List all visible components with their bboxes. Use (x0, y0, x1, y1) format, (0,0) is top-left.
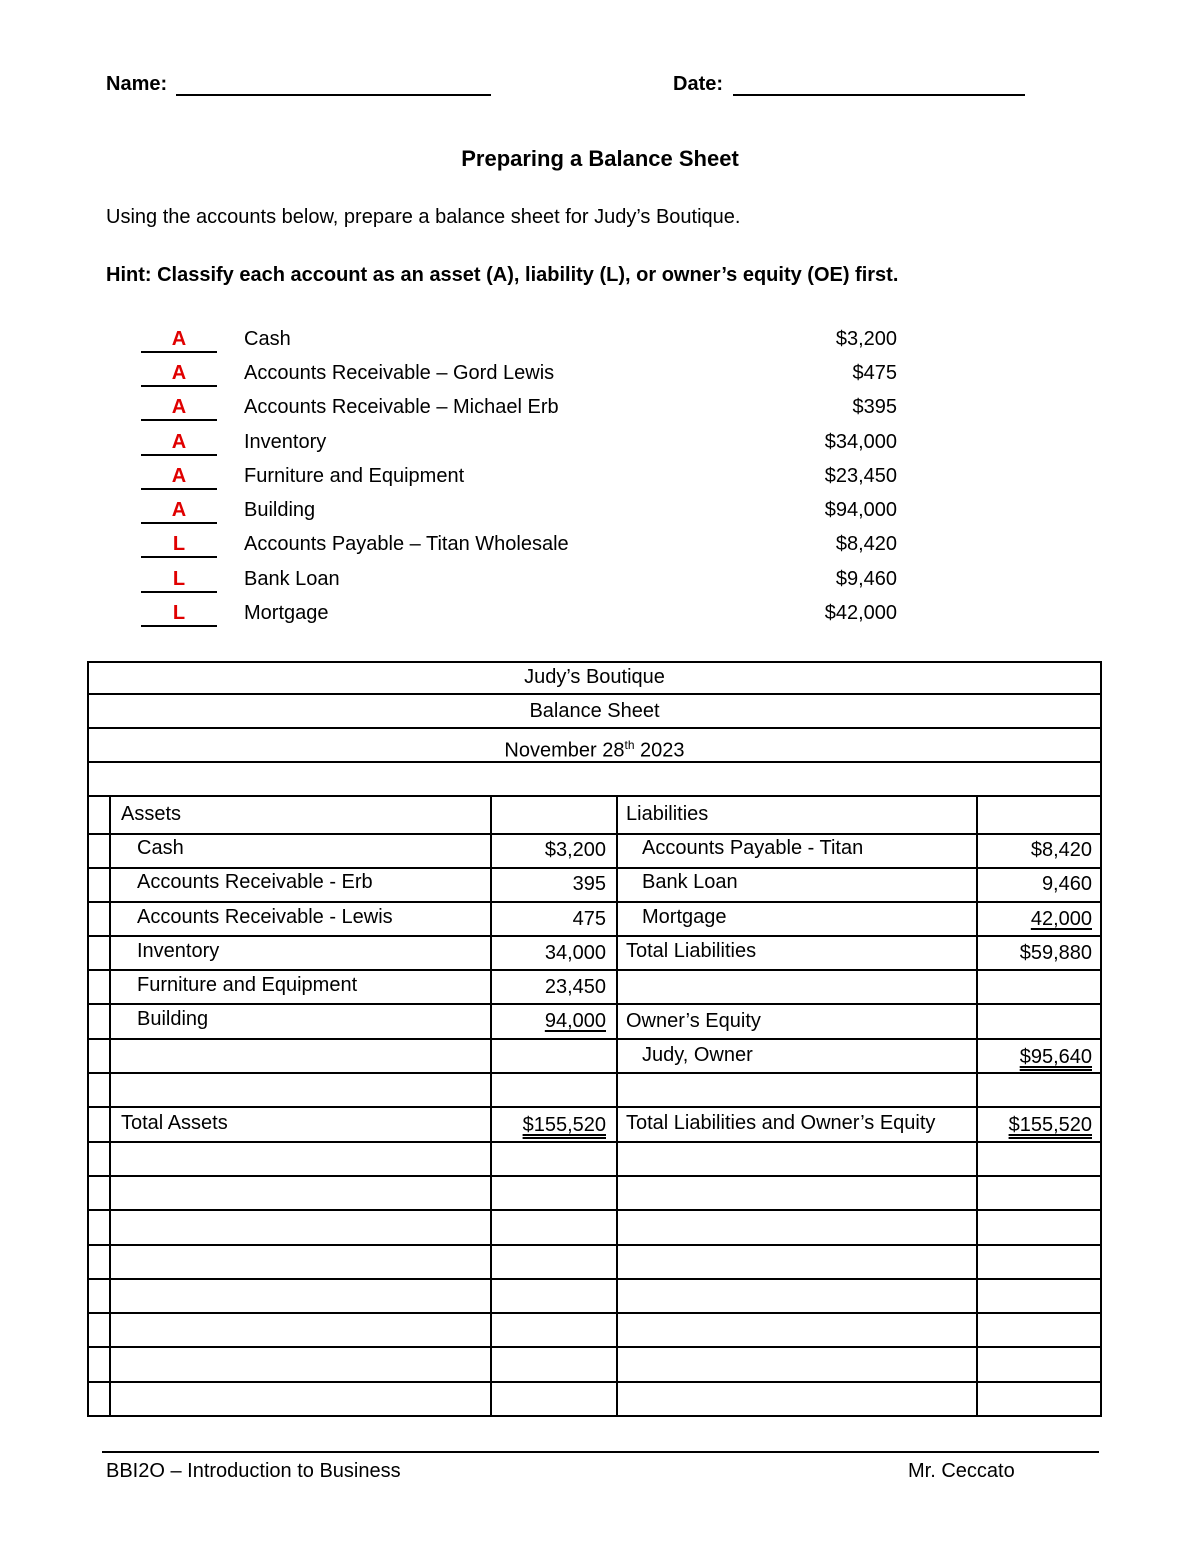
grid-line (87, 1278, 1102, 1280)
total-liabilities-label: Total Liabilities (626, 940, 757, 962)
liability-amount: 9,460 (1041, 873, 1092, 895)
account-amount: $23,450 (824, 465, 897, 487)
bs-statement-title: Balance Sheet (87, 695, 1102, 729)
account-class: L (141, 601, 217, 627)
asset-amount: $3,200 (544, 839, 606, 861)
grid-line (87, 1346, 1102, 1348)
bs-date (87, 729, 1102, 763)
account-name: Mortgage (244, 602, 329, 624)
liability-amount: $8,420 (1030, 839, 1092, 861)
asset-amount (492, 1006, 606, 1040)
account-amount: $34,000 (824, 431, 897, 453)
account-class: L (141, 532, 217, 558)
account-amount: $9,460 (835, 568, 897, 590)
total-le-label: Total Liabilities and Owner’s Equity (626, 1112, 936, 1134)
owner-label: Judy, Owner (642, 1044, 753, 1066)
owner-amount (978, 1042, 1092, 1076)
liability-amount (978, 904, 1092, 938)
page-title: Preparing a Balance Sheet (461, 146, 739, 171)
grid-line (109, 797, 111, 1417)
hint-text: Hint: Classify each account as an asset (A), liability (L), or owner’s equity (OE) first. (106, 264, 899, 286)
bs-date-sup: th (624, 738, 635, 752)
grid-line (87, 1209, 1102, 1211)
account-row (0, 395, 1200, 429)
account-amount: $8,420 (835, 533, 897, 555)
total-assets-amount (492, 1110, 606, 1144)
account-class: A (141, 498, 217, 524)
account-row (0, 601, 1200, 635)
grid-line (87, 1312, 1102, 1314)
grid-line (87, 1175, 1102, 1177)
asset-label: Accounts Receivable - Lewis (137, 906, 393, 928)
liability-label: Accounts Payable - Titan (642, 837, 864, 859)
account-row (0, 532, 1200, 566)
account-name: Cash (244, 328, 291, 350)
grid-line (87, 1381, 1102, 1383)
instruction-text: Using the accounts below, prepare a balance sheet for Judy’s Boutique. (106, 206, 741, 228)
account-amount: $3,200 (835, 328, 897, 350)
asset-amount: 395 (572, 873, 606, 895)
asset-label: Inventory (137, 940, 220, 962)
date-blank-line (733, 94, 1025, 96)
bs-date-suffix: 2023 (634, 739, 685, 762)
footer-teacher: Mr. Ceccato (908, 1460, 1015, 1482)
asset-amount: 475 (572, 908, 606, 930)
bs-blank-band (87, 763, 1102, 797)
account-row (0, 430, 1200, 464)
liability-label: Mortgage (642, 906, 727, 928)
grid-line (87, 1072, 1102, 1074)
account-name: Furniture and Equipment (244, 465, 465, 487)
grid-line (616, 797, 618, 1417)
account-amount: $94,000 (824, 499, 897, 521)
account-name: Building (244, 499, 316, 521)
account-row (0, 361, 1200, 395)
total-assets-label: Total Assets (121, 1112, 228, 1134)
account-amount: $475 (852, 362, 897, 384)
account-row (0, 567, 1200, 601)
asset-label: Building (137, 1008, 209, 1030)
account-class: L (141, 567, 217, 593)
account-class: A (141, 430, 217, 456)
account-name: Accounts Receivable – Gord Lewis (244, 362, 555, 384)
footer-course: BBI2O – Introduction to Business (106, 1460, 401, 1482)
owners-equity-heading: Owner’s Equity (626, 1010, 761, 1032)
grid-line (87, 1244, 1102, 1246)
account-class: A (141, 464, 217, 490)
account-name: Bank Loan (244, 568, 340, 590)
account-row (0, 327, 1200, 361)
account-amount: $42,000 (824, 602, 897, 624)
asset-label: Cash (137, 837, 184, 859)
bs-date-prefix: November 28 (504, 739, 625, 762)
account-class: A (141, 361, 217, 387)
grid-line (87, 1106, 1102, 1108)
account-name: Inventory (244, 431, 327, 453)
account-class: A (141, 327, 217, 353)
bs-company-name: Judy’s Boutique (87, 661, 1102, 695)
total-liabilities-amount: $59,880 (1019, 942, 1092, 964)
account-name: Accounts Receivable – Michael Erb (244, 396, 559, 418)
liabilities-heading: Liabilities (626, 803, 709, 825)
footer-divider (102, 1451, 1099, 1453)
name-blank-line (176, 94, 491, 96)
account-class: A (141, 395, 217, 421)
total-le-amount (978, 1110, 1092, 1144)
assets-heading: Assets (121, 803, 182, 825)
asset-amount-value: 94,000 (544, 1010, 606, 1032)
account-amount: $395 (852, 396, 897, 418)
total-assets-value: $155,520 (522, 1114, 606, 1136)
name-label: Name: (106, 73, 168, 95)
asset-amount: 23,450 (544, 976, 606, 998)
account-row (0, 464, 1200, 498)
total-le-value: $155,520 (1008, 1114, 1092, 1136)
asset-amount: 34,000 (544, 942, 606, 964)
account-row (0, 498, 1200, 532)
asset-label: Furniture and Equipment (137, 974, 358, 996)
liability-label: Bank Loan (642, 871, 738, 893)
owner-amount-value: $95,640 (1019, 1046, 1092, 1068)
liability-amount-value: 42,000 (1030, 908, 1092, 930)
asset-label: Accounts Receivable - Erb (137, 871, 373, 893)
account-name: Accounts Payable – Titan Wholesale (244, 533, 569, 555)
date-label: Date: (673, 73, 724, 95)
